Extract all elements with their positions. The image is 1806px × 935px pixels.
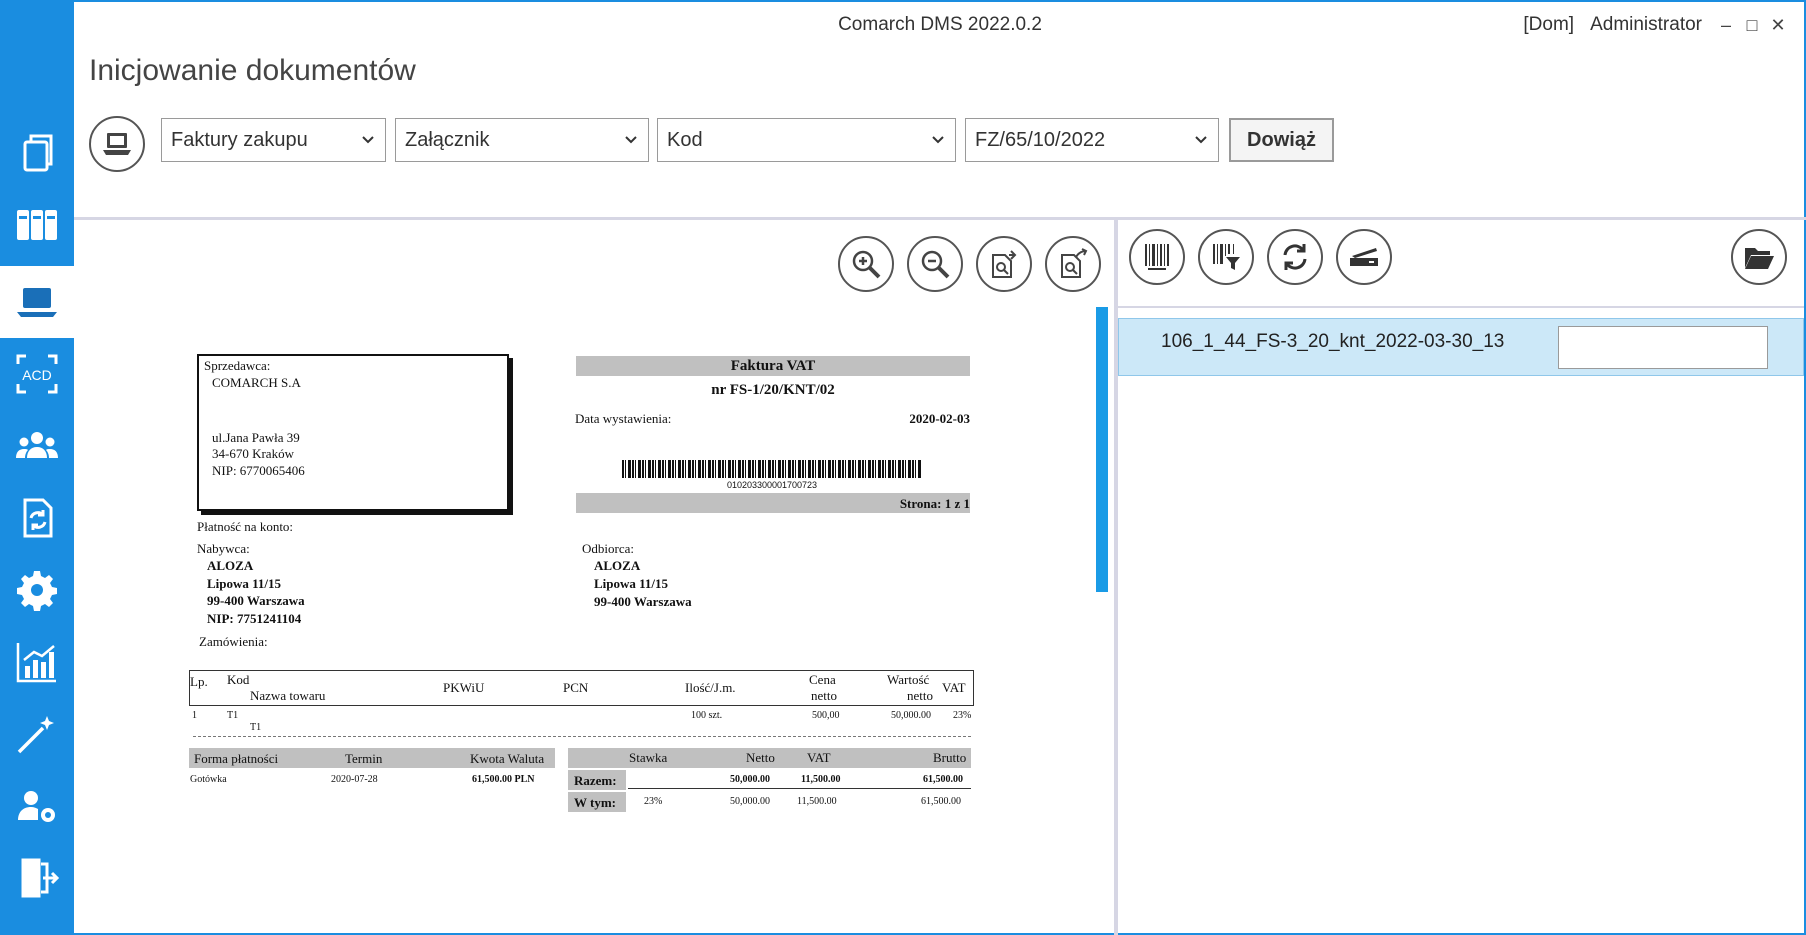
close-button[interactable]: ✕ <box>1770 14 1786 35</box>
row-vat: 23% <box>953 710 972 721</box>
header-cena: Cena <box>809 672 836 687</box>
scanner-button[interactable] <box>1336 229 1392 285</box>
payment-header-forma: Forma płatności <box>194 751 279 766</box>
sidebar-item-wizard[interactable] <box>0 698 74 770</box>
barcode-button[interactable] <box>1129 229 1185 285</box>
summary-incl-netto: 50,000.00 <box>730 796 770 807</box>
export-page-button[interactable] <box>1045 236 1101 292</box>
barcode-filter-button[interactable] <box>1198 229 1254 285</box>
header-wartosc: Wartość <box>887 672 930 687</box>
summary-header-stawka: Stawka <box>629 750 668 765</box>
buyer-name: ALOZA <box>207 558 254 573</box>
chevron-down-icon <box>1192 131 1210 149</box>
summary-total-vat: 11,500.00 <box>801 774 841 785</box>
attachment-select[interactable] <box>395 118 649 162</box>
header-wartosc-netto: netto <box>907 688 933 703</box>
sidebar-item-users[interactable] <box>0 410 74 482</box>
header-pcn: PCN <box>563 680 589 695</box>
open-folder-button[interactable] <box>1731 229 1787 285</box>
document-number-select[interactable] <box>965 118 1219 162</box>
user-label: Administrator <box>1590 14 1702 35</box>
invoice-barcode <box>622 460 922 478</box>
app-title: Comarch DMS 2022.0.2 <box>838 14 1042 35</box>
payment-header-kwota: Kwota Waluta <box>470 751 545 766</box>
laptop-icon <box>15 280 59 324</box>
invoice-title: Faktura VAT <box>730 358 816 374</box>
field-value: Kod <box>667 128 703 151</box>
payment-label: Płatność na konto: <box>197 519 294 534</box>
document-type-select[interactable] <box>161 118 386 162</box>
sidebar-item-logout[interactable] <box>0 842 74 914</box>
user-settings-icon <box>15 784 59 828</box>
chevron-down-icon <box>929 131 947 149</box>
refresh-icon <box>1278 240 1312 274</box>
field-select[interactable] <box>657 118 956 162</box>
fit-page-icon <box>987 247 1021 281</box>
payment-forma: Gotówka <box>190 774 227 785</box>
document-preview <box>185 350 975 820</box>
orders-label: Zamówienia: <box>199 634 268 649</box>
row-ilosc: 100 szt. <box>691 710 723 721</box>
minimize-button[interactable]: – <box>1720 14 1731 35</box>
zoom-in-icon <box>849 247 883 281</box>
header-lp: Lp. <box>190 674 208 689</box>
logout-icon <box>15 856 59 900</box>
seller-street: ul.Jana Pawła 39 <box>212 430 300 445</box>
buyer-label: Nabywca: <box>197 541 250 556</box>
row-wartosc: 50,000.00 <box>891 710 931 721</box>
sidebar-item-document-sync[interactable] <box>0 482 74 554</box>
seller-label: Sprzedawca: <box>204 358 271 373</box>
summary-header-netto: Netto <box>746 750 775 765</box>
scanner-icon <box>1347 240 1381 274</box>
refresh-button[interactable] <box>1267 229 1323 285</box>
export-page-icon <box>1056 247 1090 281</box>
sidebar-item-reports[interactable] <box>0 626 74 698</box>
domain-label: [Dom] <box>1523 14 1575 35</box>
laptop-icon <box>101 128 133 160</box>
magic-wand-icon <box>15 712 59 756</box>
page-title: Inicjowanie dokumentów <box>89 54 416 87</box>
summary-incl-label: W tym: <box>574 795 617 810</box>
recipient-street: Lipowa 11/15 <box>594 576 669 591</box>
documents-icon <box>15 130 59 174</box>
page-number: Strona: 1 z 1 <box>899 496 970 511</box>
sidebar <box>0 0 74 935</box>
invoice-number: nr FS-1/20/KNT/02 <box>711 382 835 398</box>
row-lp: 1 <box>192 710 197 721</box>
title-bar <box>74 0 1806 52</box>
seller-city: 34-670 Kraków <box>212 446 294 461</box>
issue-date: 2020-02-03 <box>909 411 970 426</box>
workstation-button[interactable] <box>89 116 145 172</box>
sidebar-item-binders[interactable] <box>0 188 74 260</box>
chevron-down-icon <box>359 131 377 149</box>
buyer-city: 99-400 Warszawa <box>207 593 305 608</box>
list-item[interactable] <box>1118 318 1804 376</box>
summary-total-brutto: 61,500.00 <box>923 774 963 785</box>
buyer-street: Lipowa 11/15 <box>207 576 282 591</box>
zoom-in-button[interactable] <box>838 236 894 292</box>
header-cena-netto: netto <box>811 688 837 703</box>
document-number-value: FZ/65/10/2022 <box>975 128 1106 151</box>
summary-incl-stawka: 23% <box>644 796 663 807</box>
zoom-out-button[interactable] <box>907 236 963 292</box>
header-pkwiu: PKWiU <box>443 680 485 695</box>
fit-page-button[interactable] <box>976 236 1032 292</box>
barcode-icon <box>1140 240 1174 274</box>
document-sync-icon <box>15 496 59 540</box>
sidebar-item-initiate-documents[interactable] <box>0 266 74 338</box>
payment-kwota: 61,500.00 PLN <box>472 774 535 785</box>
summary-line <box>628 788 971 789</box>
summary-header-vat: VAT <box>807 750 831 765</box>
header-vat: VAT <box>942 680 966 695</box>
recipient-city: 99-400 Warszawa <box>594 594 692 609</box>
buyer-nip: NIP: 7751241104 <box>207 611 302 626</box>
row-nazwa: T1 <box>250 722 262 733</box>
table-separator <box>193 736 971 737</box>
file-name: 106_1_44_FS-3_20_knt_2022-03-30_13 <box>1161 331 1505 352</box>
gear-icon <box>15 568 59 612</box>
header-ilosc: Ilość/J.m. <box>685 680 736 695</box>
svg-text:ACD: ACD <box>22 367 52 383</box>
payment-header-termin: Termin <box>345 751 383 766</box>
document-type-value: Faktury zakupu <box>171 128 308 151</box>
summary-incl-brutto: 61,500.00 <box>921 796 961 807</box>
toolbar <box>89 116 145 172</box>
recipient-name: ALOZA <box>594 558 641 573</box>
sidebar-item-documents[interactable] <box>0 116 74 188</box>
barcode-filter-icon <box>1209 240 1243 274</box>
summary-total-netto: 50,000.00 <box>730 774 770 785</box>
horizontal-divider <box>74 217 1806 220</box>
barcode-number: 010203300001700723 <box>726 480 818 490</box>
payment-termin: 2020-07-28 <box>331 774 378 785</box>
users-icon <box>15 424 59 468</box>
header-nazwa: Nazwa towaru <box>250 688 326 703</box>
row-cena: 500,00 <box>812 710 840 721</box>
issue-date-label: Data wystawienia: <box>575 411 672 426</box>
maximize-button[interactable]: □ <box>1746 14 1758 35</box>
title-bar-right <box>1523 14 1786 36</box>
chevron-down-icon <box>622 131 640 149</box>
preview-scrollbar[interactable] <box>1096 307 1108 592</box>
attachment-value: Załącznik <box>405 128 490 151</box>
seller-name: COMARCH S.A <box>212 375 301 390</box>
summary-incl-vat: 11,500.00 <box>797 796 837 807</box>
sidebar-item-user-settings[interactable] <box>0 770 74 842</box>
summary-header-brutto: Brutto <box>933 750 967 765</box>
row-kod: T1 <box>227 710 239 721</box>
ocr-acd-icon <box>15 352 59 396</box>
window-controls <box>1718 15 1786 36</box>
binders-icon <box>15 202 59 246</box>
summary-total-label: Razem: <box>574 773 617 788</box>
recipient-label: Odbiorca: <box>582 541 634 556</box>
folder-open-icon <box>1742 240 1776 274</box>
seller-nip: NIP: 6770065406 <box>212 463 305 478</box>
file-code-input[interactable] <box>1558 326 1768 369</box>
attach-button[interactable]: Dowiąż <box>1229 118 1334 162</box>
zoom-out-icon <box>918 247 952 281</box>
sidebar-item-settings[interactable] <box>0 554 74 626</box>
chart-icon <box>15 640 59 684</box>
header-kod: Kod <box>227 672 250 687</box>
sidebar-item-ocr[interactable] <box>0 338 74 410</box>
right-panel-divider <box>1118 306 1804 308</box>
